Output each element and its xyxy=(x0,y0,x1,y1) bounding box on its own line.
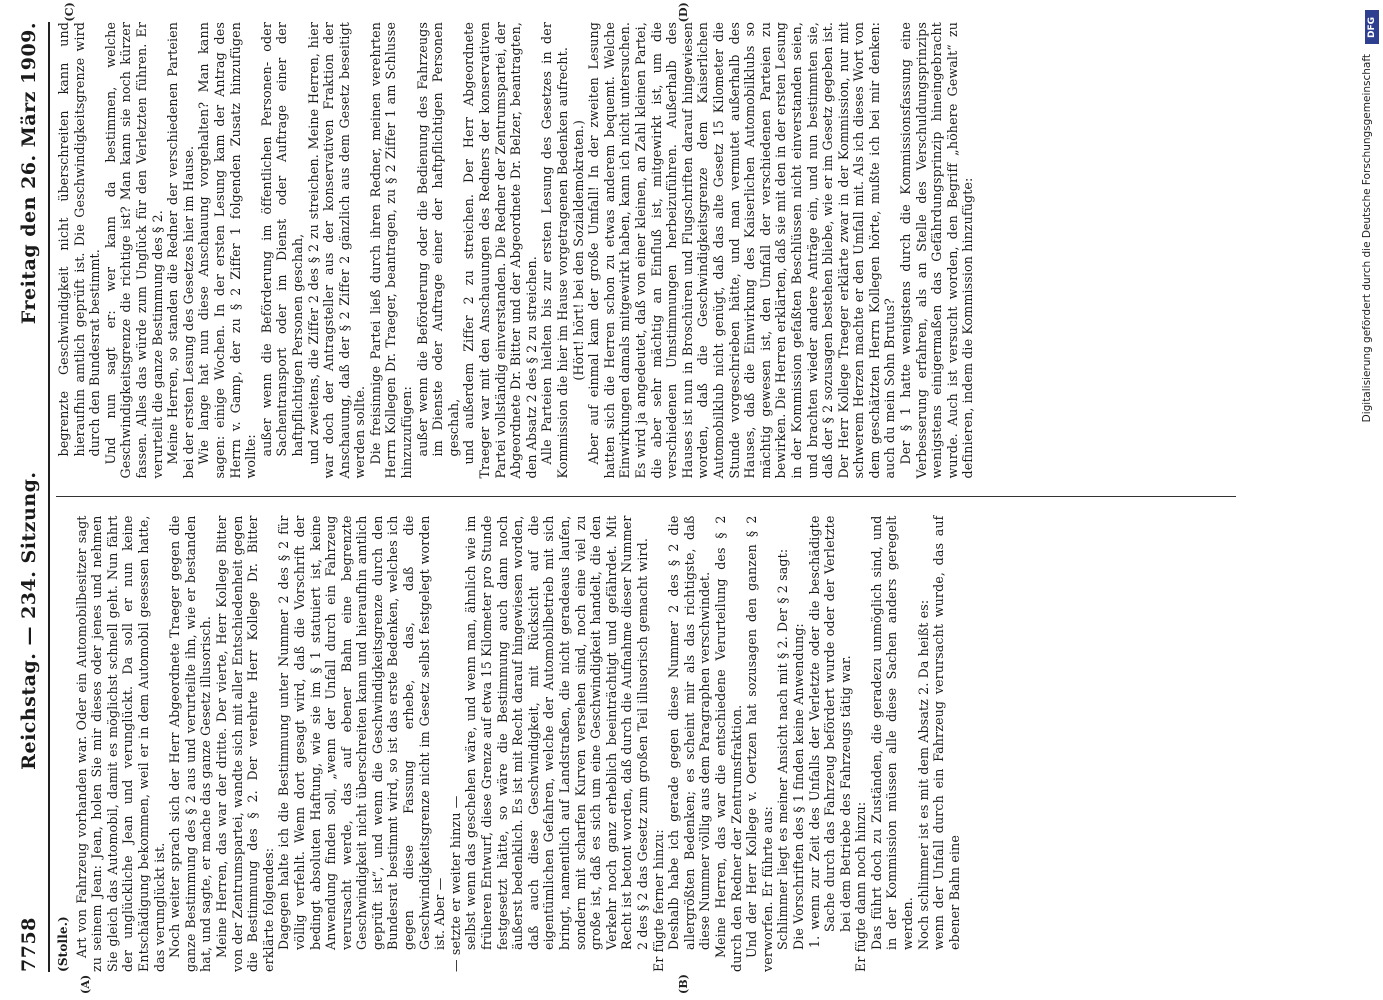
paragraph: Dagegen halte ich die Bestimmung unter Nummer 2 des § 2 für völlig verfehlt. Wenn dort gesagt wird, daß die Vorschrift der bedingt absoluten Haftung, wie sie im § 1 statuiert ist, keine Anwendung finden soll, „wenn der Unfall durch ein Fahrzeug verursacht werde, das auf ebener Bahn eine begrenzte Geschwindigkeit nicht überschreiten kann und hieraufhin amtlich geprüft ist“, und wenn die Geschwindigkeitsgrenze durch den Bundesrat bestimmt wird, so ist das erste Bedenken, welches ich gegen diese Fassung erhebe, das, daß die Geschwindigkeitsgrenze nicht im Gesetz selbst festgelegt worden ist. Aber — xyxy=(276,515,448,950)
margin-mark-c: (C) xyxy=(63,2,76,22)
paragraph: außer wenn die Beförderung oder die Bedienung des Fahrzeugs im Dienste oder Auftrage einer der haftpflichtigen Personen geschah, xyxy=(414,22,461,457)
digitization-note: Digitalisierung gefördert durch die Deutsche Forschungsgemeinschaft xyxy=(1361,54,1373,423)
margin-mark-b: (B) xyxy=(677,973,690,994)
paragraph: Noch weiter sprach sich der Herr Abgeordnete Traeger gegen die ganze Bestimmung des § 2 aus und verurteilte ihn, wie er bestanden hat, und sagte, er mache das ganze Gesetz illusorisch. xyxy=(167,515,214,972)
paragraph: Alle Parteien hielten bis zur ersten Lesung des Gesetzes in der Kommission die hier im Hause vorgetragenen Bedenken aufrecht. xyxy=(539,22,570,479)
column-divider xyxy=(56,497,1236,498)
paragraph: Noch schlimmer ist es mit dem Absatz 2. Da heißt es: xyxy=(915,599,931,950)
paragraph: selbst wenn das geschehen wäre, und wenn man, ähnlich wie im früheren Entwurf, diese Grenze auf etwa 15 Kilometer pro Stunde festgesetzt hätte, so wäre die Bestimmung auch dann noch äußerst bedenklich. Es ist mit Recht darauf hingewiesen worden, daß auch diese Geschwindigkeit, mit Rücksicht auf die eigentümlichen Gefahren, welche der Automobilbetrieb mit sich bringt, namentlich auf Landstraßen, die nicht geradeaus laufen, sondern mit scharfen Kurven versehen sind, noch eine viel zu große ist, daß es sich um eine Geschwindigkeit handelt, die den Verkehr noch ganz erheblich beeinträchtigt und gefährdet. Mit Recht ist betont worden, daß durch die Aufnahme dieser Nummer 2 des § 2 das Gesetz zum großen Teil illusorisch gemacht wird. xyxy=(463,515,650,950)
paragraph: Die freisinnige Partei ließ durch ihren Redner, meinen verehrten Herrn Kollegen Dr. Traeger, beantragen, zu § 2 Ziffer 1 am Schlusse hinzuzufügen: xyxy=(367,22,415,479)
paragraph: Schlimmer liegt es meiner Ansicht nach mit § 2. Der § 2 sagt: xyxy=(775,548,791,950)
paragraph: außer wenn die Beförderung im öffentlichen Personen- oder Sachentransport oder im Dienst oder Auftrage einer der haftpflichtigen Personen geschah, xyxy=(258,22,305,457)
digitization-credit xyxy=(1361,6,1381,866)
paragraph: Und nun sagt er: wer kann da bestimmen, welche Geschwindigkeitsgrenze die richtige ist? Man kann sie noch kürzer fassen. Alles das würde zum Unglück für den Verletzten führen. Er verurteilt die ganze Bestimmung des § 2. xyxy=(102,22,165,479)
paragraph: Wie lange hat nun diese Anschauung vorgehalten? Man kann sagen: einige Wochen. In der ersten Lesung kam der Antrag des Herrn v. Gamp, der zu § 2 Ziffer 1 folgenden Zusatz hinzufügen wollte: xyxy=(196,22,259,479)
paragraph: begrenzte Geschwindigkeit nicht überschreiten kann und hieraufhin amtlich geprüft ist. Die Geschwindigkeitsgrenze wird durch den Bundesrat bestimmt. xyxy=(56,22,103,457)
paragraph: Art von Fahrzeug vorhanden war. Oder ein Automobilbesitzer sagt zu seinem Jean: Jean, holen Sie mir dieses oder jenes und nehmen Sie gleich das Automobil, damit es möglichst schnell geht. Nun fährt der unglückliche Jean und verunglückt. Da soll er nun keine Entschädigung bekommen, weil er in dem Automobil gesessen hatte, das verunglückt ist. xyxy=(73,515,167,972)
paragraph: Meine Herren, so standen die Redner der verschiedenen Parteien bei der ersten Lesung des Gesetzes hier im Hause. xyxy=(165,22,196,479)
paragraph: und außerdem Ziffer 2 zu streichen. Der Herr Abgeordnete Traeger war mit den Anschauungen des Redners der konservativen Partei vollständig einverstanden. Die Redner der Zentrumspartei, der Abgeordnete Dr. Bitter und der Abgeordnete Dr. Belzer, beantragten, den Absatz 2 des § 2 zu streichen. xyxy=(461,22,539,479)
paragraph: (Hört! hört! bei den Sozialdemokraten.) xyxy=(570,119,586,381)
page-number: 7758 xyxy=(18,917,40,972)
paragraph: Meine Herren, das war die entschiedene Verurteilung des § 2 durch den Redner der Zentrumsfraktion. xyxy=(712,515,744,972)
session-date: Freitag den 26. März 1909. xyxy=(18,22,40,325)
right-column xyxy=(56,2,1236,479)
paragraph: Meine Herren, das war der dritte. Der vierte, Herr Kollege Bitter von der Zentrumspartei, wandte sich mit aller Entschiedenheit gegen die Bestimmung des § 2. Der verehrte Herr Kollege Dr. Bitter erklärte folgendes: xyxy=(213,515,276,972)
session-title: Reichstag. — 234. Sitzung. xyxy=(18,471,40,770)
page-header xyxy=(18,22,50,972)
paragraph: Der § 1 hatte wenigstens durch die Kommissionsfassung eine Verbesserung erfahren, als an Stelle des Verschuldungsprinzips wenigstens einigermaßen das Gefährdungsprinzip hineingebracht wurde. Auch ist versucht worden, den Begriff „höhere Gewalt“ zu definieren, indem die Kommission hinzufügte: xyxy=(898,22,976,479)
margin-mark-a: (A) xyxy=(79,974,92,994)
paragraph: Er fügte ferner hinzu: xyxy=(650,829,666,972)
paragraph: Die Vorschriften des § 1 finden keine Anwendung: xyxy=(790,623,806,950)
dfg-logo-icon: DFG xyxy=(1365,10,1379,44)
speaker-name: (Stolle.) xyxy=(56,916,70,972)
paragraph: — setzte er weiter hinzu — xyxy=(447,795,463,972)
paragraph: und zweitens, die Ziffer 2 des § 2 zu streichen. Meine Herren, hier war doch der Antragsteller aus der konservativen Fraktion der Anschauung, daß der § 2 Ziffer 2 gänzlich aus dem Gesetz beseitigt werden sollte. xyxy=(305,22,368,479)
paragraph: Deshalb habe ich gerade gegen diese Nummer 2 des § 2 die allergrößten Bedenken; es scheint mir als das richtigste, daß diese Nummer völlig aus dem Paragraphen verschwindet. xyxy=(666,515,713,950)
left-column xyxy=(56,515,1236,994)
paragraph: Das führt doch zu Zuständen, die geradezu unmöglich sind, und in der Kommission müssen alle diese Sachen anders geregelt werden. xyxy=(868,515,916,950)
paragraph: 1. wenn zur Zeit des Unfalls der Verletzte oder die beschädigte Sache durch das Fahrzeug befördert wurde oder der Verletzte bei dem Betriebe des Fahrzeugs tätig war. xyxy=(806,515,853,948)
paragraph: Er fügte dann noch hinzu: xyxy=(853,801,869,972)
paragraph: Aber auf einmal kam der große Umfall! In der zweiten Lesung hatten sich die Herren schon zu etwas anderem bequemt. Welche Einwirkungen damals mitgewirkt haben, kann ich nicht untersuchen. Es wird ja angedeutet, daß von einer kleinen, an Zahl kleinen Partei, die aber sehr mächtig an Einfluß ist, mitgewirkt ist, um die verschiedenen Umstimmungen herbeizuführen. Außerhalb des Hauses ist nun in Broschüren und Flugschriften darauf hingewiesen worden, daß die Geschwindigkeitsgrenze dem Kaiserlichen Automobilklub nicht genügt, daß das alte Gesetz 15 Kilometer die Stunde vorgeschrieben hätte, und man vermutet außerhalb des Hauses, daß die Einwirkung des Kaiserlichen Automobilklubs so mächtig gewesen ist, den Umfall der verschiedenen Parteien zu bewirken. Die Herren erklärten, daß sie mit den in der ersten Lesung in der Kommission gefaßten Beschlüssen nicht einverstanden seien, und brachten wieder andere Anträge ein, und nun bestimmten sie, daß der § 2 sozusagen bestehen bliebe, wie er im Gesetz gegeben ist. Der Herr Kollege Traeger erklärte zwar in der Kommission, nur mit schwerem Herzen machte er den Umfall mit. Als ich dieses Wort von dem geschätzten Herrn Kollegen hörte, mußte ich bei mir denken: auch du mein Sohn Brutus? xyxy=(586,22,898,479)
paragraph: Und der Herr Kollege v. Oertzen hat sozusagen den ganzen § 2 verworfen. Er führte aus: xyxy=(744,515,775,972)
paragraph: wenn der Unfall durch ein Fahrzeug verursacht wurde, das auf ebener Bahn eine xyxy=(931,515,962,950)
text-columns xyxy=(56,2,1236,994)
margin-mark-d: (D) xyxy=(677,2,690,23)
